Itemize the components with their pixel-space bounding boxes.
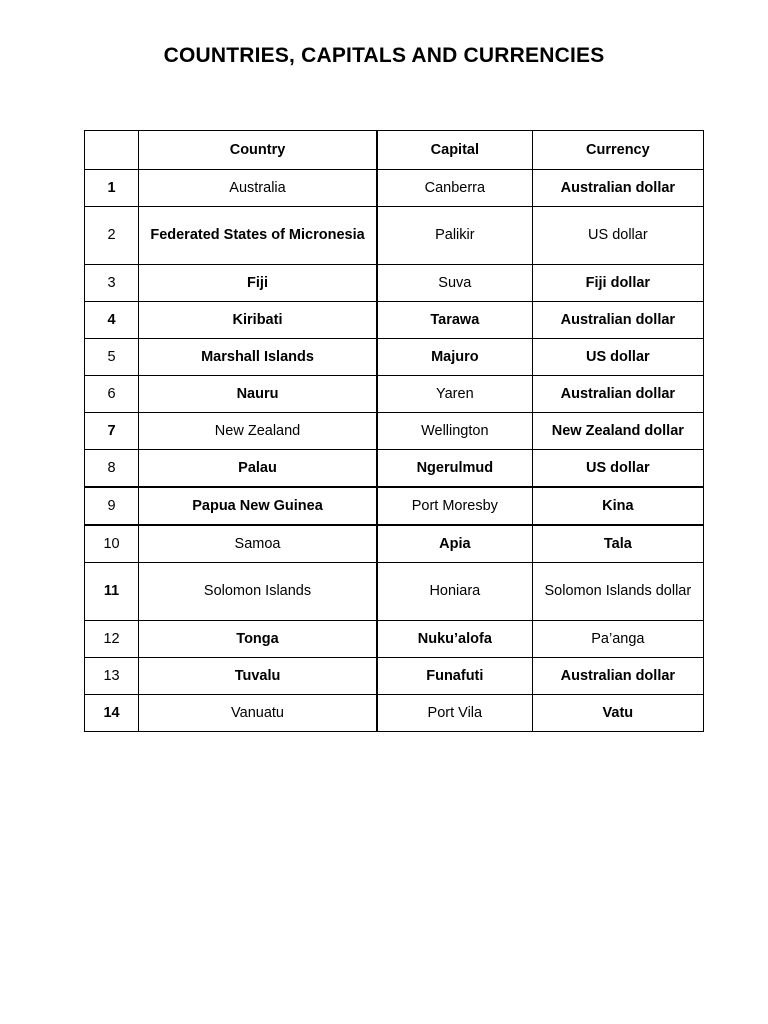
row-number: 2: [85, 207, 139, 265]
row-capital: Apia: [377, 525, 532, 563]
row-currency: Australian dollar: [532, 658, 703, 695]
table-row: [85, 265, 704, 302]
row-capital: Honiara: [377, 563, 532, 621]
row-currency: US dollar: [532, 450, 703, 488]
row-currency: New Zealand dollar: [532, 413, 703, 450]
row-country: Samoa: [139, 525, 377, 563]
row-currency: Vatu: [532, 695, 703, 732]
countries-table: [84, 130, 704, 732]
row-number: 14: [85, 695, 139, 732]
row-capital: Yaren: [377, 376, 532, 413]
row-country: Fiji: [139, 265, 377, 302]
row-number: 5: [85, 339, 139, 376]
row-currency: US dollar: [532, 207, 703, 265]
header-number: [85, 131, 139, 170]
table-row: [85, 339, 704, 376]
row-currency: Pa’anga: [532, 621, 703, 658]
row-country: Marshall Islands: [139, 339, 377, 376]
row-capital: Tarawa: [377, 302, 532, 339]
table-row: [85, 695, 704, 732]
table-header-row: [85, 131, 704, 170]
row-capital: Wellington: [377, 413, 532, 450]
table-row: [85, 302, 704, 339]
header-currency: Currency: [532, 131, 703, 170]
row-country: Kiribati: [139, 302, 377, 339]
header-country: Country: [139, 131, 377, 170]
row-currency: Fiji dollar: [532, 265, 703, 302]
row-country: Palau: [139, 450, 377, 488]
table-row: [85, 207, 704, 265]
row-capital: Palikir: [377, 207, 532, 265]
row-country: New Zealand: [139, 413, 377, 450]
row-capital: Majuro: [377, 339, 532, 376]
row-number: 11: [85, 563, 139, 621]
row-currency: Australian dollar: [532, 302, 703, 339]
row-currency: Tala: [532, 525, 703, 563]
row-currency: Australian dollar: [532, 170, 703, 207]
row-capital: Canberra: [377, 170, 532, 207]
row-country: Tonga: [139, 621, 377, 658]
row-capital: Suva: [377, 265, 532, 302]
table-row: [85, 525, 704, 563]
table-row: [85, 413, 704, 450]
row-number: 9: [85, 487, 139, 525]
row-capital: Nuku’alofa: [377, 621, 532, 658]
table-row: [85, 563, 704, 621]
row-capital: Port Vila: [377, 695, 532, 732]
row-number: 4: [85, 302, 139, 339]
row-number: 1: [85, 170, 139, 207]
table-row: [85, 450, 704, 488]
row-number: 3: [85, 265, 139, 302]
row-country: Australia: [139, 170, 377, 207]
page-title: COUNTRIES, CAPITALS AND CURRENCIES: [163, 44, 605, 67]
row-country: Federated States of Micronesia: [139, 207, 377, 265]
row-capital: Funafuti: [377, 658, 532, 695]
row-country: Tuvalu: [139, 658, 377, 695]
table-row: [85, 658, 704, 695]
row-number: 8: [85, 450, 139, 488]
row-capital: Ngerulmud: [377, 450, 532, 488]
row-currency: Australian dollar: [532, 376, 703, 413]
table-row: [85, 376, 704, 413]
row-currency: Solomon Islands dollar: [532, 563, 703, 621]
row-number: 10: [85, 525, 139, 563]
row-number: 12: [85, 621, 139, 658]
row-number: 6: [85, 376, 139, 413]
row-currency: Kina: [532, 487, 703, 525]
row-number: 7: [85, 413, 139, 450]
table-row: [85, 170, 704, 207]
table-row: [85, 487, 704, 525]
header-capital: Capital: [377, 131, 532, 170]
row-country: Nauru: [139, 376, 377, 413]
row-currency: US dollar: [532, 339, 703, 376]
row-country: Papua New Guinea: [139, 487, 377, 525]
table-row: [85, 621, 704, 658]
row-number: 13: [85, 658, 139, 695]
row-country: Vanuatu: [139, 695, 377, 732]
row-country: Solomon Islands: [139, 563, 377, 621]
row-capital: Port Moresby: [377, 487, 532, 525]
